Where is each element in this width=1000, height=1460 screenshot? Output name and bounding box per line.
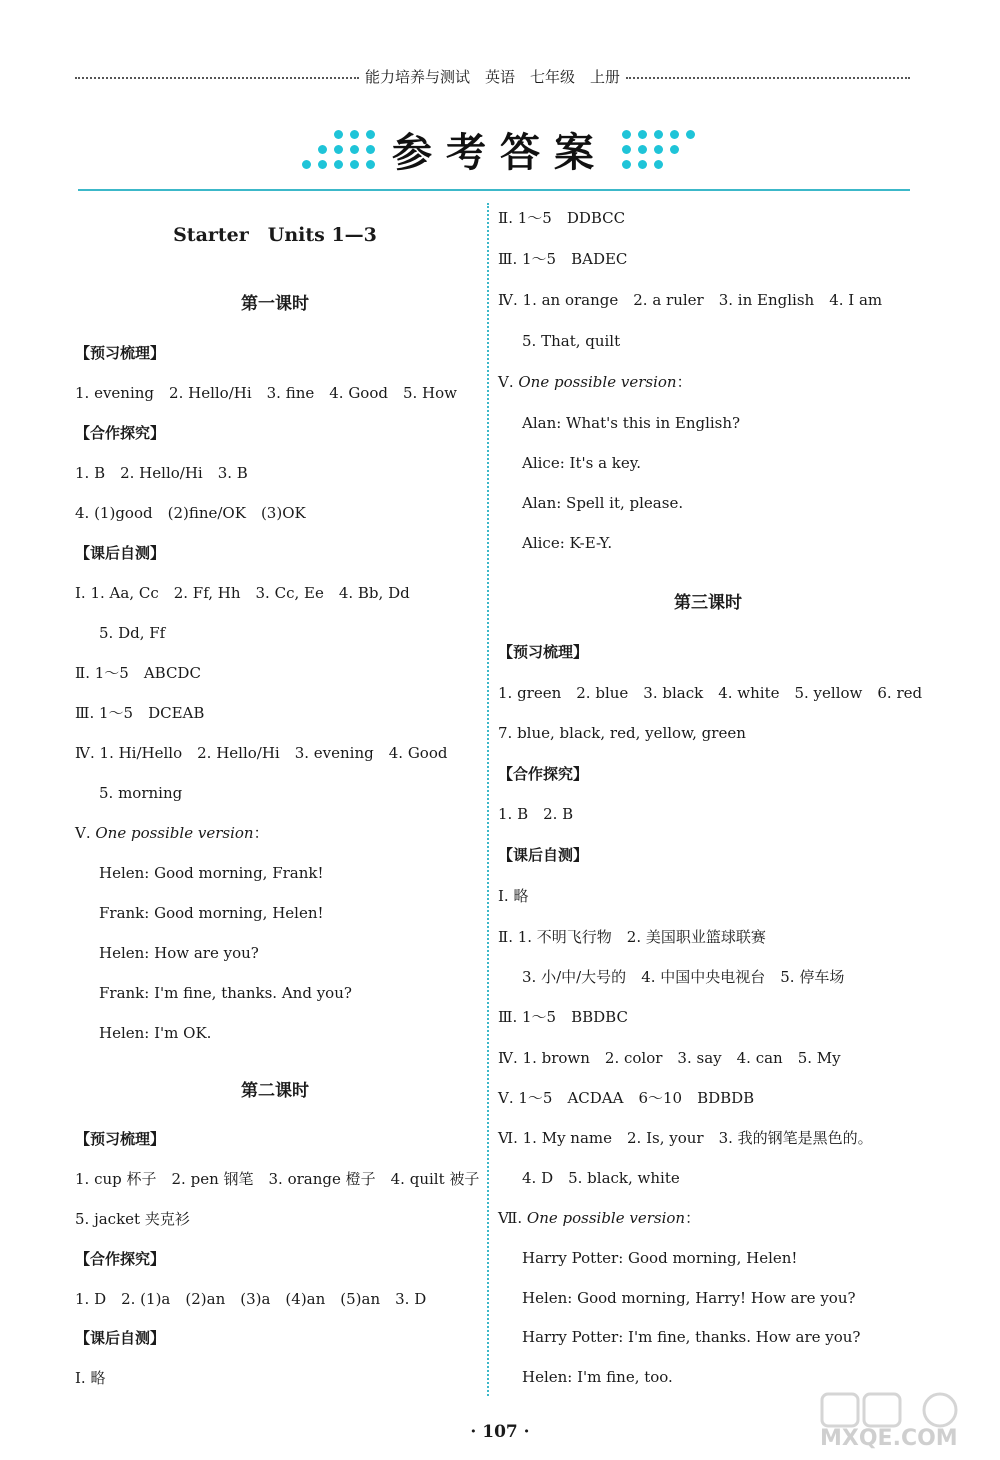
unit-title: Starter Units 1—3 (173, 224, 377, 246)
answer-line: Ⅰ. 略 (75, 1369, 106, 1387)
dialogue-line: Helen: I'm fine, too. (522, 1368, 673, 1386)
dialogue-line: Alan: What's this in English? (522, 414, 741, 432)
header-dots-right (626, 77, 910, 79)
answer-line: Ⅲ. 1～5 BBDBC (498, 1008, 628, 1026)
section-tag: 【课后自测】 (75, 544, 166, 562)
answer-line: Ⅶ. One possible version： (498, 1209, 701, 1227)
dialogue-line: Alice: It's a key. (522, 454, 641, 472)
answer-line: 1. cup 杯子 2. pen 钢笔 3. orange 橙子 4. quilt 被子 (75, 1170, 480, 1188)
answer-line: Ⅰ. 1. Aa, Cc 2. Ff, Hh 3. Cc, Ee 4. Bb, Dd (75, 584, 410, 602)
answer-line: 7. blue, black, red, yellow, green (498, 724, 746, 742)
answer-line: 4. D 5. black, white (522, 1169, 680, 1187)
answer-line: 5. morning (99, 784, 183, 802)
lesson-2-heading: 第二课时 (241, 1081, 309, 1101)
title-banner (0, 118, 1000, 180)
column-divider (487, 203, 489, 1396)
answer-line: 4. (1)good (2)fine/OK (3)OK (75, 504, 306, 522)
title-rule (78, 189, 910, 191)
section-tag: 【预习梳理】 (75, 1130, 166, 1148)
answer-line: Ⅳ. 1. Hi/Hello 2. Hello/Hi 3. evening 4. Good (75, 744, 448, 762)
answer-line: Ⅴ. One possible version： (498, 373, 692, 391)
watermark-logo (820, 1390, 990, 1452)
section-tag: 【合作探究】 (498, 765, 589, 783)
answer-line: Ⅳ. 1. an orange 2. a ruler 3. in English 4. I am (498, 291, 883, 309)
dialogue-line: Harry Potter: I'm fine, thanks. How are you? (522, 1328, 861, 1346)
answer-line: Ⅴ. 1～5 ACDAA 6～10 BDBDB (498, 1089, 755, 1107)
dialogue-line: Frank: I'm fine, thanks. And you? (99, 984, 352, 1002)
answer-line: 1. evening 2. Hello/Hi 3. fine 4. Good 5. How (75, 384, 458, 402)
answer-line: Ⅳ. 1. brown 2. color 3. say 4. can 5. My (498, 1049, 841, 1067)
answer-line: Ⅱ. 1. 不明飞行物 2. 美国职业篮球联赛 (498, 928, 766, 946)
section-tag: 【课后自测】 (498, 846, 589, 864)
dialogue-line: Helen: I'm OK. (99, 1024, 212, 1042)
page-number: · 107 · (470, 1422, 530, 1442)
page-title: 参考答案 (392, 128, 608, 176)
answer-line: Ⅱ. 1～5 DDBCC (498, 209, 626, 227)
answer-line: Ⅲ. 1～5 BADEC (498, 250, 628, 268)
dialogue-line: Alice: K-E-Y. (522, 534, 613, 552)
section-tag: 【课后自测】 (75, 1329, 166, 1347)
dialogue-line: Alan: Spell it, please. (522, 494, 684, 512)
section-tag: 【合作探究】 (75, 1250, 166, 1268)
answer-line: 5. Dd, Ff (99, 624, 166, 642)
answer-line: 5. jacket 夹克衫 (75, 1210, 190, 1228)
answer-line: 1. B 2. B (498, 805, 574, 823)
answer-line: 1. green 2. blue 3. black 4. white 5. yellow 6. red (498, 684, 923, 702)
lesson-3-heading: 第三课时 (674, 593, 742, 613)
answer-line: 5. That, quilt (522, 332, 621, 350)
watermark-icon (820, 1390, 990, 1430)
answer-line: Ⅱ. 1～5 ABCDC (75, 664, 201, 682)
dialogue-line: Harry Potter: Good morning, Helen! (522, 1249, 798, 1267)
decor-dots-left (302, 130, 378, 169)
decor-dots-right (622, 130, 698, 169)
section-tag: 【预习梳理】 (498, 643, 589, 661)
answer-line: 1. D 2. (1)a (2)an (3)a (4)an (5)an 3. D (75, 1290, 427, 1308)
header-text: 能力培养与测试 英语 七年级 上册 (365, 67, 621, 86)
section-tag: 【合作探究】 (75, 424, 166, 442)
answer-line: Ⅰ. 略 (498, 887, 529, 905)
answer-line: Ⅴ. One possible version： (75, 824, 269, 842)
watermark-text: MXQE.COM (820, 1426, 958, 1451)
answer-line: Ⅲ. 1～5 DCEAB (75, 704, 205, 722)
lesson-1-heading: 第一课时 (241, 294, 309, 314)
dialogue-line: Frank: Good morning, Helen! (99, 904, 324, 922)
running-header (75, 66, 910, 86)
dialogue-line: Helen: Good morning, Frank! (99, 864, 324, 882)
answer-line: Ⅵ. 1. My name 2. Is, your 3. 我的钢笔是黑色的。 (498, 1129, 873, 1147)
answer-line: 3. 小/中/大号的 4. 中国中央电视台 5. 停车场 (522, 968, 845, 986)
dialogue-line: Helen: How are you? (99, 944, 259, 962)
section-tag: 【预习梳理】 (75, 344, 166, 362)
header-dots-left (75, 77, 359, 79)
dialogue-line: Helen: Good morning, Harry! How are you? (522, 1289, 856, 1307)
answer-line: 1. B 2. Hello/Hi 3. B (75, 464, 248, 482)
